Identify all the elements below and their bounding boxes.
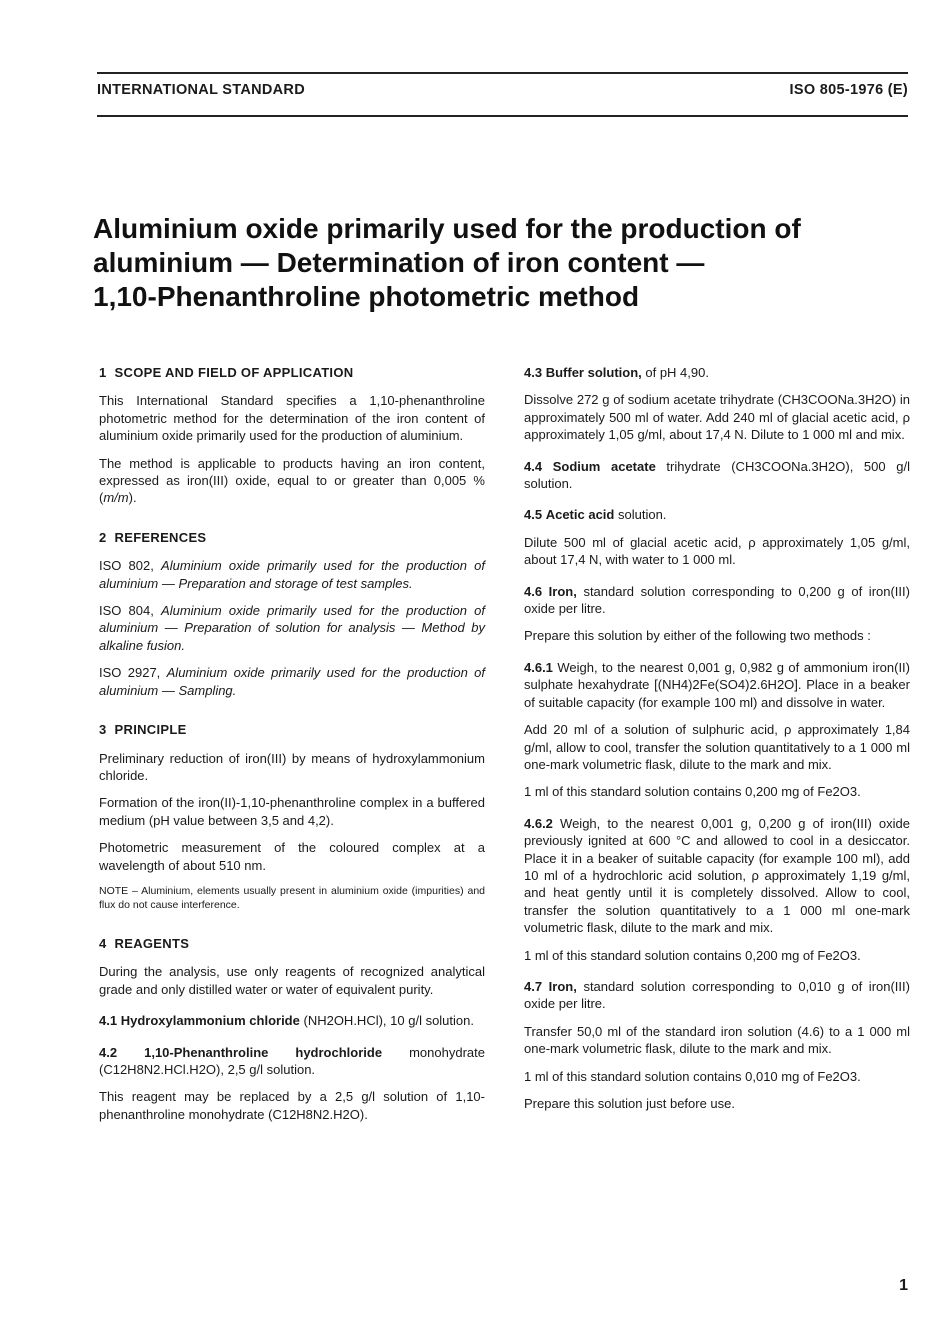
reagent-4-3-paragraph: Dissolve 272 g of sodium acetate trihydrate (CH3COONa.3H2O) in approximately 500 ml of water. Add 240 ml of glacial acetic acid, ρ approximately 1,05 g/ml, about 17,4 N. Dilute to 1 000 ml and mix. xyxy=(524,392,910,443)
reagent-4-7-paragraph-3: Prepare this solution just before use. xyxy=(524,1096,736,1111)
principle-paragraph-1: Preliminary reduction of iron(III) by means of hydroxylammonium chloride. xyxy=(99,750,485,783)
reagent-4-6-paragraph: Prepare this solution by either of the following two methods : xyxy=(524,628,871,644)
right-column xyxy=(524,364,910,1122)
method-4-6-1-paragraph-2: Add 20 ml of a solution of sulphuric acid, ρ approximately 1,84 g/ml, allow to cool, transfer the solution quantitatively to a 1 000 ml one-mark volumetric flask, dilute to the mark and mix. xyxy=(524,722,910,772)
section-3-heading: 3 PRINCIPLE xyxy=(99,722,187,738)
page-number: 1 xyxy=(899,1277,908,1294)
header-standard-number: ISO 805-1976 (E) xyxy=(789,82,908,98)
left-column xyxy=(99,364,485,1133)
reagent-4-7-paragraph-2: 1 ml of this standard solution contains 0,010 mg of Fe2O3. xyxy=(524,1068,861,1084)
reagent-4-5: 4.5 Acetic acid solution. xyxy=(524,507,667,523)
reagent-4-2-paragraph: This reagent may be replaced by a 2,5 g/l solution of 1,10-phenanthroline monohydrate (C12H8N2.H2O). xyxy=(99,1089,485,1122)
reagent-4-7: 4.7 Iron, standard solution corresponding to 0,010 g of iron(III) oxide per litre. xyxy=(524,978,910,1012)
reference-iso-802: ISO 802, Aluminium oxide primarily used for the production of aluminium — Preparation and storage of test samples. xyxy=(99,558,486,591)
section-4-heading: 4 REAGENTS xyxy=(99,935,190,951)
section-2-heading: 2 REFERENCES xyxy=(99,529,207,545)
title-line-1: Aluminium oxide primarily used for the production of xyxy=(93,213,801,244)
header-top-rule xyxy=(97,72,908,74)
reagent-4-4: 4.4 Sodium acetate trihydrate (CH3COONa.3H2O), 500 g/l solution. xyxy=(524,458,910,492)
method-4-6-1-paragraph-3: 1 ml of this standard solution contains 0,200 mg of Fe2O3. xyxy=(524,784,861,800)
method-4-6-2: 4.6.2 Weigh, to the nearest 0,001 g, 0,200 g of iron(III) oxide previously ignited at 600 °C and allowed to cool in a desiccator. Place it in a beaker of suitable capacity (for example 100 ml), add 10 ml of a hydrochloric acid solution, ρ approximately 1,19 g/ml, and heat gently until it is completely dissolved. Allow to cool, transfer the solution quantitatively to a 1 000 ml one-mark volumetric flask, dilute to the mark and mix. xyxy=(524,815,910,936)
principle-paragraph-2: Formation of the iron(II)-1,10-phenanthroline complex in a buffered medium (pH value between 3,5 and 4,2). xyxy=(99,795,485,828)
principle-note: NOTE – Aluminium, elements usually present in aluminium oxide (impurities) and flux do not cause interference. xyxy=(99,884,485,912)
method-4-6-1: 4.6.1 Weigh, to the nearest 0,001 g, 0,982 g of ammonium iron(II) sulphate hexahydrate [(NH4)2Fe(SO4)2.6H2O]. Place in a beaker of suitable capacity (for example 100 ml) and dissolve in water. xyxy=(524,659,910,710)
principle-paragraph-3: Photometric measurement of the coloured complex at a wavelength of about 510 nm. xyxy=(99,840,485,873)
page-header xyxy=(97,82,908,102)
title-line-2: aluminium — Determination of iron content — xyxy=(93,247,705,278)
reagents-intro: During the analysis, use only reagents of recognized analytical grade and only distilled water or water of equivalent purity. xyxy=(99,964,485,997)
reference-iso-804: ISO 804, Aluminium oxide primarily used for the production of aluminium — Preparation of solution for analysis — Method by alkaline fusion. xyxy=(99,603,486,653)
reagent-4-5-paragraph: Dilute 500 ml of glacial acetic acid, ρ approximately 1,05 g/ml, about 17,4 N, with water to 1 000 ml. xyxy=(524,534,910,568)
reagent-4-1: 4.1 Hydroxylammonium chloride (NH2OH.HCl), 10 g/l solution. xyxy=(99,1013,474,1029)
header-bottom-rule xyxy=(97,115,908,117)
scope-paragraph-1: This International Standard specifies a 1,10-phenanthroline photometric method for the determination of the iron content of aluminium oxide primarily used for the production of aluminium. xyxy=(99,393,485,444)
method-4-6-2-paragraph-2: 1 ml of this standard solution contains 0,200 mg of Fe2O3. xyxy=(524,947,861,963)
reference-iso-2927: ISO 2927, Aluminium oxide primarily used for the production of aluminium — Sampling. xyxy=(99,665,485,698)
header-standard-type: INTERNATIONAL STANDARD xyxy=(97,82,305,98)
reagent-4-2: 4.2 1,10-Phenanthroline hydrochloride monohydrate (C12H8N2.HCl.H2O), 2,5 g/l solution. xyxy=(99,1044,485,1077)
reagent-4-7-paragraph-1: Transfer 50,0 ml of the standard iron solution (4.6) to a 1 000 ml one-mark volumetric flask, dilute to the mark and mix. xyxy=(524,1023,910,1057)
reagent-4-6: 4.6 Iron, standard solution corresponding to 0,200 g of iron(III) oxide per litre. xyxy=(524,583,910,617)
section-1-heading: 1 SCOPE AND FIELD OF APPLICATION xyxy=(99,365,354,380)
scope-paragraph-2: The method is applicable to products having an iron content, expressed as iron(III) oxide, equal to or greater than 0,005 % (m/m). xyxy=(99,455,485,506)
document-title xyxy=(93,212,893,314)
reagent-4-3: 4.3 Buffer solution, of pH 4,90. xyxy=(524,365,709,380)
title-line-3: 1,10-Phenanthroline photometric method xyxy=(93,281,640,312)
